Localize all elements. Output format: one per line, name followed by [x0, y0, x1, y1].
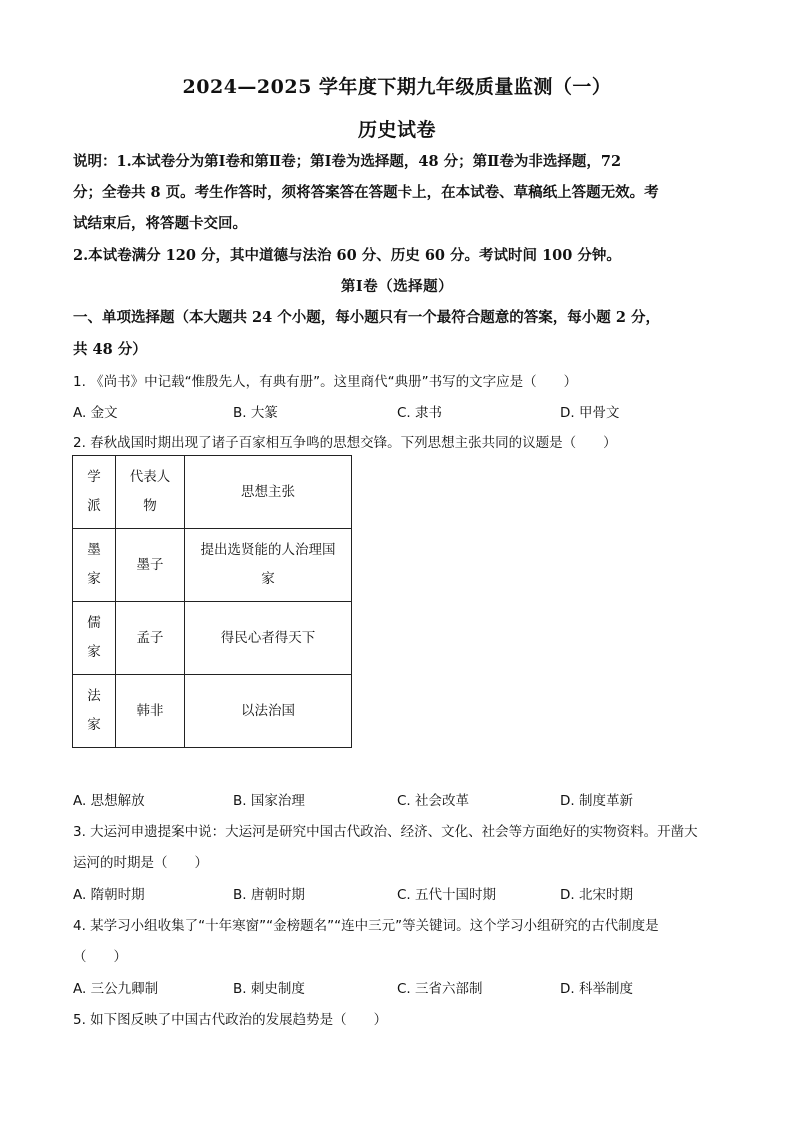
part-one-heading: 第Ⅰ卷（选择题）: [340, 278, 454, 295]
option-a[interactable]: A. 隋朝时期: [73, 887, 145, 903]
option-d[interactable]: D. 甲骨文: [560, 405, 620, 421]
header-representative: 代表人物: [116, 456, 185, 529]
option-c[interactable]: C. 隶书: [397, 405, 443, 421]
instructions-line-3: 试结束后，将答题卡交回。: [73, 215, 247, 232]
school-cell: 儒家: [73, 602, 116, 675]
option-a[interactable]: A. 金文: [73, 405, 118, 421]
person-cell: 孟子: [116, 602, 185, 675]
person-cell: 韩非: [116, 675, 185, 748]
table-row: [73, 675, 352, 748]
exam-subject: 历史试卷: [357, 119, 436, 141]
question-1-stem: 1. 《尚书》中记载“惟殷先人，有典有册”。这里商代“典册”书写的文字应是（ ）: [73, 374, 578, 390]
idea-cell: 以法治国: [185, 675, 352, 748]
header-school: 学派: [73, 456, 116, 529]
question-4-stem-line-1: 4. 某学习小组收集了“十年寒窗”“金榜题名”“连中三元”等关键词。这个学习小组研究的古代制度是: [73, 918, 659, 934]
question-2-stem: 2. 春秋战国时期出现了诸子百家相互争鸣的思想交锋。下列思想主张共同的议题是（ ）: [73, 435, 617, 451]
table-row: [73, 602, 352, 675]
option-c[interactable]: C. 三省六部制: [397, 981, 483, 997]
option-a[interactable]: A. 三公九卿制: [73, 981, 159, 997]
option-b[interactable]: B. 大篆: [233, 405, 278, 421]
option-d[interactable]: D. 科举制度: [560, 981, 633, 997]
option-b[interactable]: B. 唐朝时期: [233, 887, 305, 903]
section-heading-line-2: 共 48 分）: [73, 341, 147, 358]
option-b[interactable]: B. 国家治理: [233, 793, 305, 809]
school-cell: 法家: [73, 675, 116, 748]
exam-title: 2024—2025 学年度下期九年级质量监测（一）: [182, 76, 612, 98]
option-c[interactable]: C. 社会改革: [397, 793, 470, 809]
question-5-stem: 5. 如下图反映了中国古代政治的发展趋势是（ ）: [73, 1012, 388, 1028]
option-d[interactable]: D. 制度革新: [560, 793, 633, 809]
section-heading-line-1: 一、单项选择题（本大题共 24 个小题，每小题只有一个最符合题意的答案，每小题 2 分，: [73, 309, 660, 326]
question-3-stem-line-1: 3. 大运河申遗提案中说：大运河是研究中国古代政治、经济、文化、社会等方面绝好的实物资料。开凿大: [73, 824, 698, 840]
option-b[interactable]: B. 刺史制度: [233, 981, 305, 997]
instructions-line-1: 说明：1.本试卷分为第Ⅰ卷和第Ⅱ卷；第Ⅰ卷为选择题，48 分；第Ⅱ卷为非选择题，72: [73, 153, 622, 170]
person-cell: 墨子: [116, 529, 185, 602]
option-a[interactable]: A. 思想解放: [73, 793, 145, 809]
table-header-row: [73, 456, 352, 529]
option-c[interactable]: C. 五代十国时期: [397, 887, 497, 903]
idea-cell: 得民心者得天下: [185, 602, 352, 675]
instructions-line-4: 2.本试卷满分 120 分，其中道德与法治 60 分、历史 60 分。考试时间 100 分钟。: [73, 247, 621, 264]
school-cell: 墨家: [73, 529, 116, 602]
idea-cell: 提出选贤能的人治理国家: [185, 529, 352, 602]
option-d[interactable]: D. 北宋时期: [560, 887, 633, 903]
schools-of-thought-table: [72, 455, 352, 748]
header-ideas: 思想主张: [185, 456, 352, 529]
table-row: [73, 529, 352, 602]
question-3-stem-line-2: 运河的时期是（ ）: [73, 855, 208, 871]
instructions-line-2: 分；全卷共 8 页。考生作答时，须将答案答在答题卡上，在本试卷、草稿纸上答题无效。考: [73, 184, 659, 201]
question-4-stem-line-2: （ ）: [73, 949, 127, 965]
